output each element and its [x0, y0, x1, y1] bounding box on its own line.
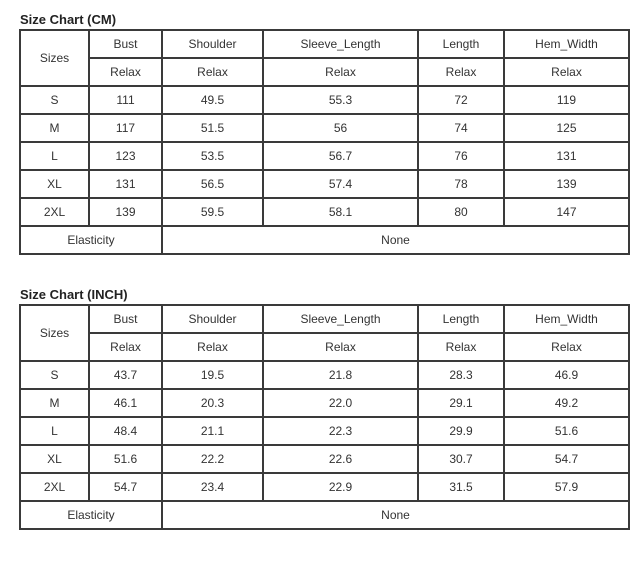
hem-width-header: Hem_Width [504, 305, 629, 333]
length-cell: 80 [418, 198, 504, 226]
bust-cell: 43.7 [89, 361, 162, 389]
length-cell: 31.5 [418, 473, 504, 501]
length-cell: 28.3 [418, 361, 504, 389]
hem-width-cell: 147 [504, 198, 629, 226]
sleeve-length-cell: 21.8 [263, 361, 418, 389]
bust-header: Bust [89, 305, 162, 333]
sizes-header: Sizes [20, 30, 89, 86]
fit-cell: Relax [162, 58, 263, 86]
size-cell: S [20, 86, 89, 114]
shoulder-cell: 19.5 [162, 361, 263, 389]
hem-width-cell: 46.9 [504, 361, 629, 389]
elasticity-value: None [162, 501, 629, 529]
length-cell: 76 [418, 142, 504, 170]
hem-width-cell: 131 [504, 142, 629, 170]
fit-row [20, 58, 629, 86]
hem-width-cell: 139 [504, 170, 629, 198]
length-cell: 78 [418, 170, 504, 198]
hem-width-cell: 49.2 [504, 389, 629, 417]
fit-cell: Relax [504, 333, 629, 361]
shoulder-cell: 20.3 [162, 389, 263, 417]
size-chart-cm [19, 11, 629, 255]
sleeve-length-cell: 55.3 [263, 86, 418, 114]
sleeve-length-cell: 22.3 [263, 417, 418, 445]
elasticity-row [20, 226, 629, 254]
shoulder-cell: 51.5 [162, 114, 263, 142]
table-row [20, 86, 629, 114]
shoulder-header: Shoulder [162, 30, 263, 58]
sleeve-length-cell: 22.9 [263, 473, 418, 501]
size-chart-cm-title: Size Chart (CM) [20, 12, 117, 27]
size-table-cm [19, 29, 630, 255]
header-row [20, 30, 629, 58]
sleeve-length-cell: 57.4 [263, 170, 418, 198]
shoulder-header: Shoulder [162, 305, 263, 333]
sleeve-length-cell: 22.6 [263, 445, 418, 473]
fit-cell: Relax [418, 58, 504, 86]
elasticity-value: None [162, 226, 629, 254]
length-cell: 29.1 [418, 389, 504, 417]
size-cell: S [20, 361, 89, 389]
fit-cell: Relax [263, 58, 418, 86]
shoulder-cell: 23.4 [162, 473, 263, 501]
fit-cell: Relax [89, 333, 162, 361]
hem-width-cell: 125 [504, 114, 629, 142]
table-row [20, 170, 629, 198]
shoulder-cell: 22.2 [162, 445, 263, 473]
fit-cell: Relax [418, 333, 504, 361]
table-row [20, 473, 629, 501]
size-cell: L [20, 417, 89, 445]
hem-width-cell: 54.7 [504, 445, 629, 473]
bust-cell: 117 [89, 114, 162, 142]
size-cell: M [20, 114, 89, 142]
length-cell: 30.7 [418, 445, 504, 473]
fit-cell: Relax [263, 333, 418, 361]
size-chart-inch [19, 286, 629, 530]
fit-cell: Relax [504, 58, 629, 86]
length-header: Length [418, 305, 504, 333]
hem-width-cell: 51.6 [504, 417, 629, 445]
table-row [20, 114, 629, 142]
size-cell: 2XL [20, 198, 89, 226]
size-cell: XL [20, 170, 89, 198]
size-cell: M [20, 389, 89, 417]
sleeve-length-cell: 22.0 [263, 389, 418, 417]
bust-cell: 139 [89, 198, 162, 226]
table-row [20, 445, 629, 473]
hem-width-header: Hem_Width [504, 30, 629, 58]
table-row [20, 361, 629, 389]
size-cell: L [20, 142, 89, 170]
length-header: Length [418, 30, 504, 58]
shoulder-cell: 59.5 [162, 198, 263, 226]
table-row [20, 417, 629, 445]
elasticity-row [20, 501, 629, 529]
sleeve-length-cell: 58.1 [263, 198, 418, 226]
sleeve-length-cell: 56.7 [263, 142, 418, 170]
bust-cell: 54.7 [89, 473, 162, 501]
shoulder-cell: 56.5 [162, 170, 263, 198]
elasticity-label: Elasticity [20, 226, 162, 254]
size-cell: 2XL [20, 473, 89, 501]
bust-header: Bust [89, 30, 162, 58]
fit-cell: Relax [162, 333, 263, 361]
fit-cell: Relax [89, 58, 162, 86]
length-cell: 29.9 [418, 417, 504, 445]
hem-width-cell: 57.9 [504, 473, 629, 501]
size-chart-inch-title: Size Chart (INCH) [20, 287, 128, 302]
header-row [20, 305, 629, 333]
table-row [20, 142, 629, 170]
bust-cell: 111 [89, 86, 162, 114]
shoulder-cell: 21.1 [162, 417, 263, 445]
fit-row [20, 333, 629, 361]
sleeve-length-header: Sleeve_Length [263, 305, 418, 333]
sleeve-length-header: Sleeve_Length [263, 30, 418, 58]
shoulder-cell: 49.5 [162, 86, 263, 114]
size-cell: XL [20, 445, 89, 473]
table-row [20, 198, 629, 226]
length-cell: 74 [418, 114, 504, 142]
length-cell: 72 [418, 86, 504, 114]
table-row [20, 389, 629, 417]
bust-cell: 123 [89, 142, 162, 170]
bust-cell: 48.4 [89, 417, 162, 445]
elasticity-label: Elasticity [20, 501, 162, 529]
hem-width-cell: 119 [504, 86, 629, 114]
size-table-inch [19, 304, 630, 530]
sizes-header: Sizes [20, 305, 89, 361]
shoulder-cell: 53.5 [162, 142, 263, 170]
sleeve-length-cell: 56 [263, 114, 418, 142]
bust-cell: 46.1 [89, 389, 162, 417]
bust-cell: 131 [89, 170, 162, 198]
bust-cell: 51.6 [89, 445, 162, 473]
